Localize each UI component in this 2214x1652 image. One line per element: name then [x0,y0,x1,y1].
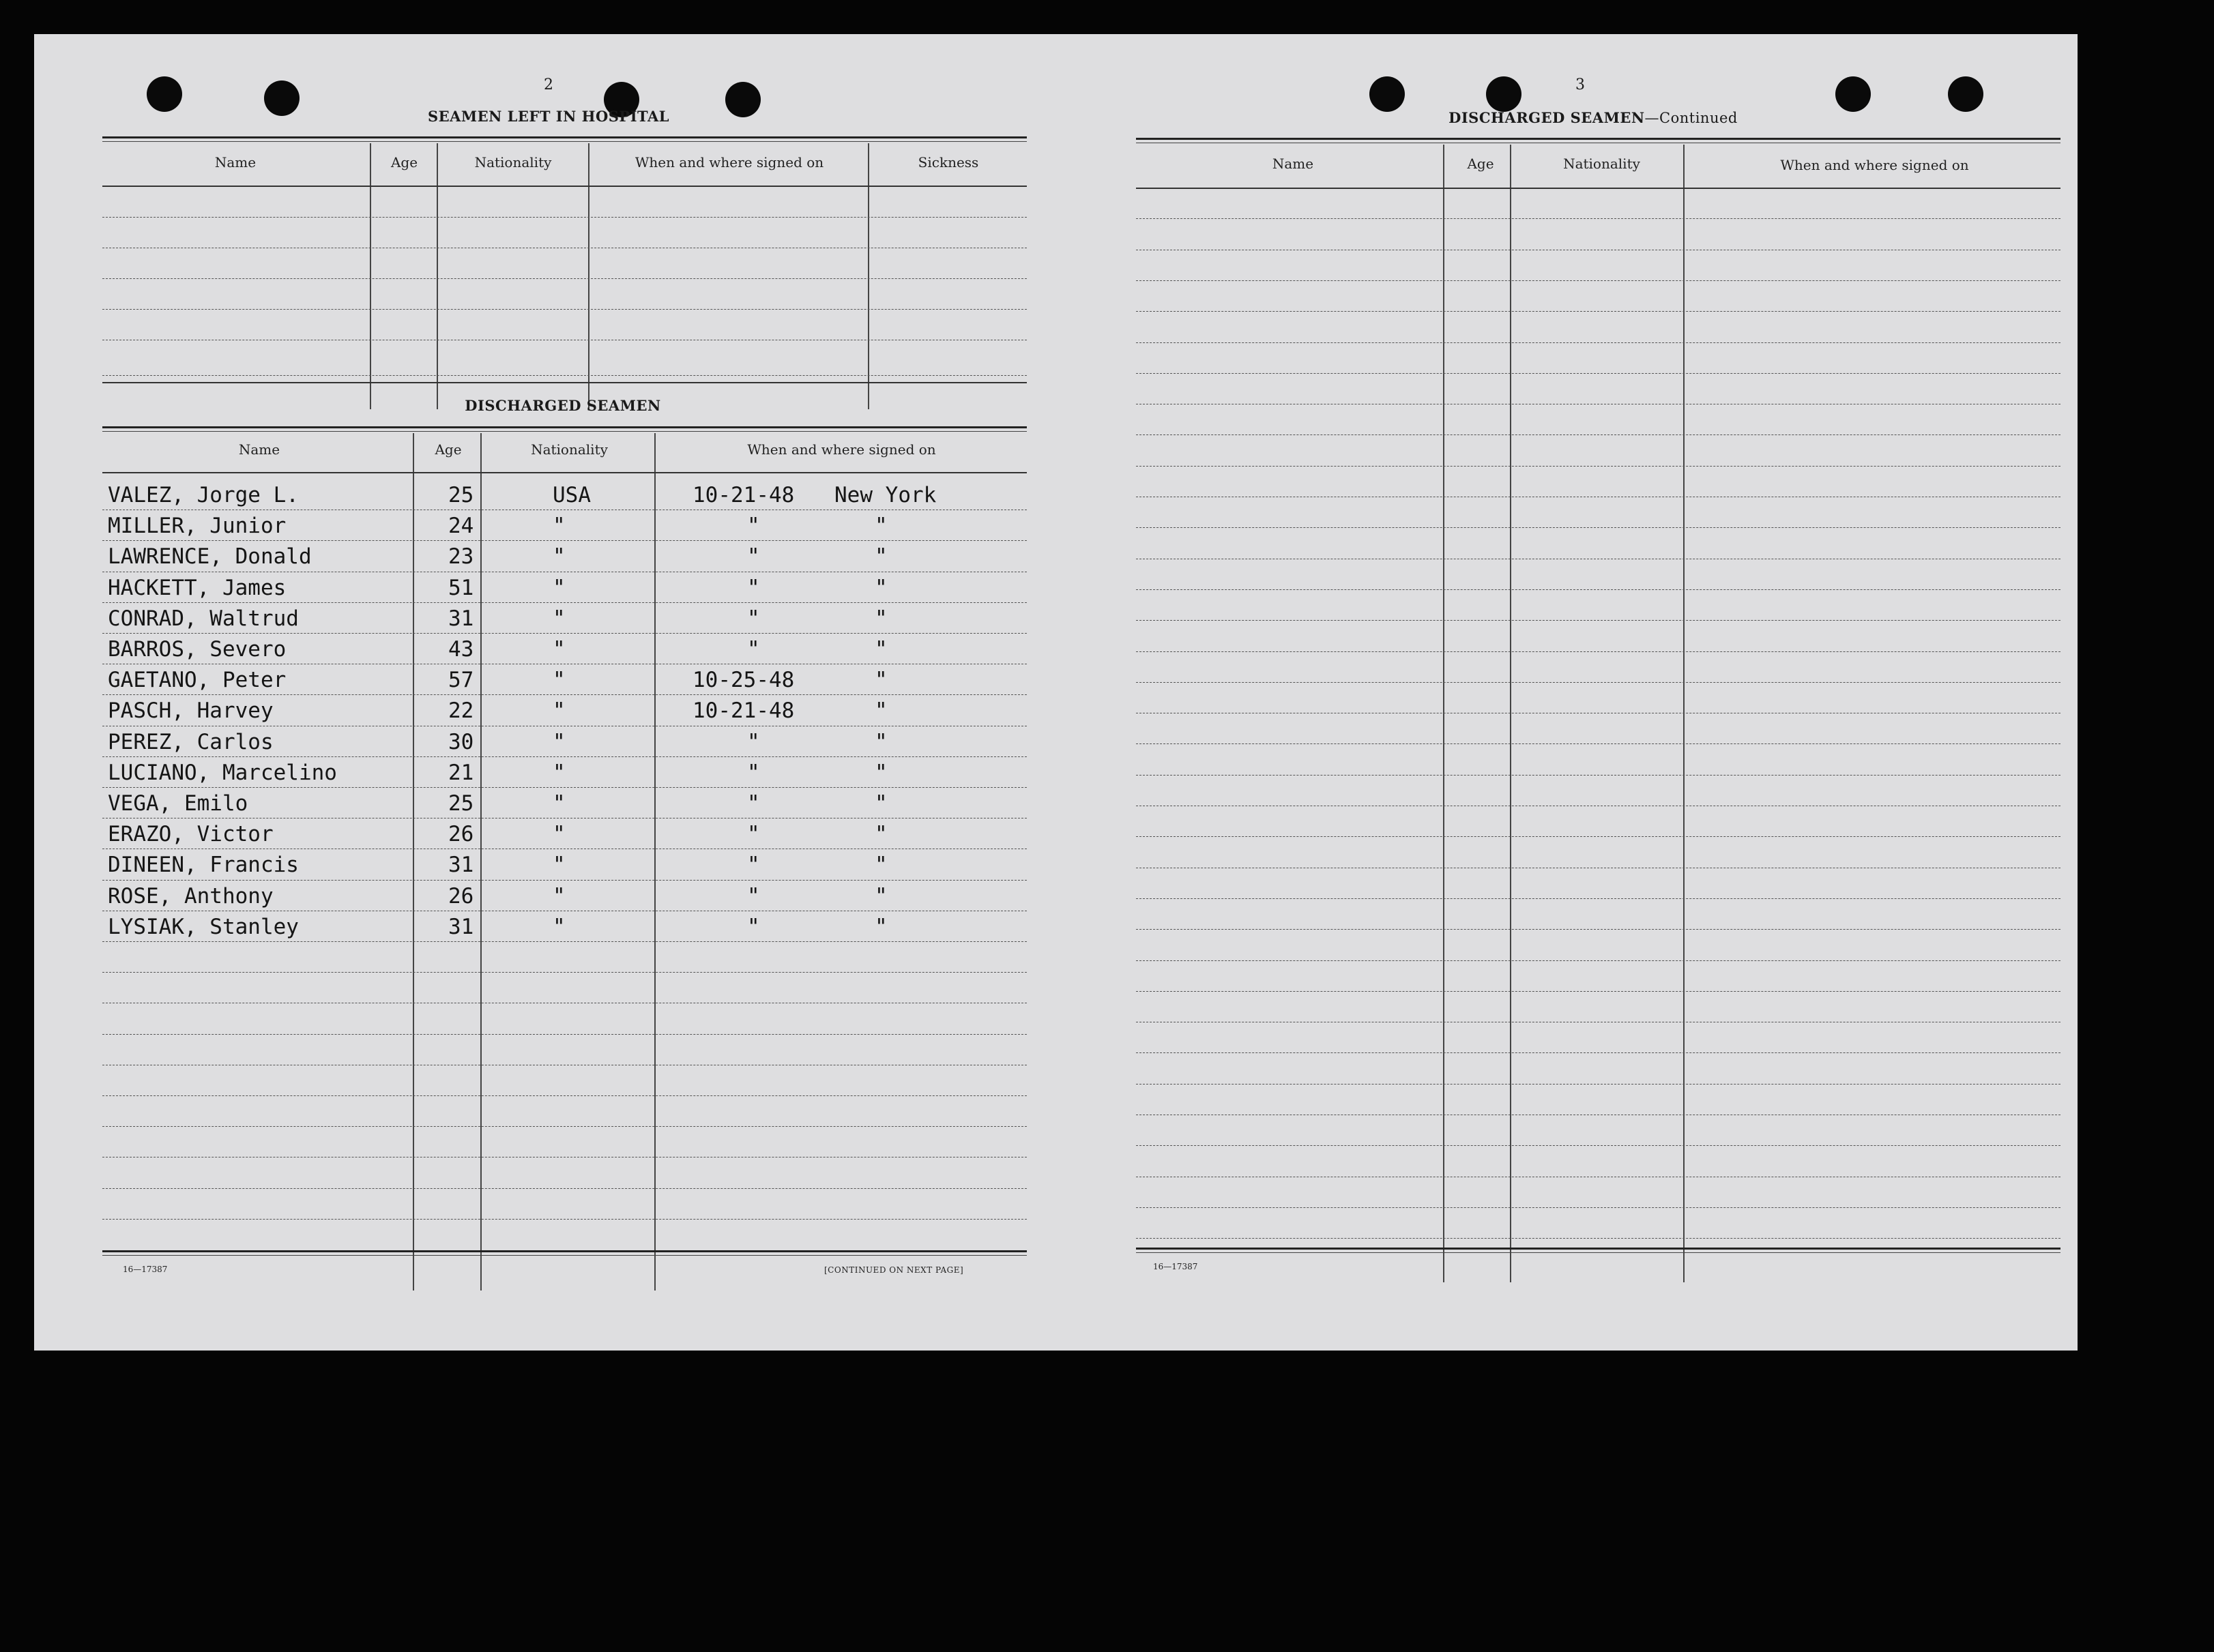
seaman-age: 31 [448,853,474,877]
seaman-nationality: USA [553,483,591,507]
seaman-name: BARROS, Severo [108,637,287,662]
punch-hole-icon [1835,76,1871,112]
seaman-signed-date: " [747,884,760,909]
discharged-col-signed-on: When and where signed on [747,441,936,458]
discharged-col-name: Name [238,441,280,458]
seaman-name: GAETANO, Peter [108,668,287,692]
seaman-name: VALEZ, Jorge L. [108,483,299,507]
right-row-line [1136,1207,2060,1208]
discharged-row-line [102,941,1027,942]
discharged-row-line [102,602,1027,603]
seaman-age: 24 [448,514,474,538]
hospital-col-age: Age [390,154,418,171]
right-row-line [1136,589,2060,590]
discharged-row-line [102,633,1027,634]
page-number-left: 2 [544,76,553,93]
discharged-row-line [102,787,1027,788]
seaman-signed-date: 10-21-48 [693,483,795,507]
seaman-age: 57 [448,668,474,692]
seaman-signed-date: 10-21-48 [693,698,795,723]
seaman-name: ERAZO, Victor [108,822,274,846]
seaman-nationality: " [553,791,566,816]
seaman-nationality: " [553,915,566,939]
right-row-line [1136,620,2060,621]
seaman-signed-date: " [747,915,760,939]
hospital-bottom-rule [102,382,1027,383]
seaman-signed-place: " [875,791,888,816]
hospital-row-line [102,309,1027,310]
discharged-col-nationality: Nationality [531,441,608,458]
right-divider [1443,145,1444,1282]
right-row-line [1136,280,2060,281]
seaman-signed-place: " [875,730,888,754]
right-col-name: Name [1272,156,1314,172]
seaman-name: PASCH, Harvey [108,698,274,723]
right-row-line [1136,527,2060,528]
seaman-name: ROSE, Anthony [108,884,274,909]
punch-hole-icon [1369,76,1405,112]
hospital-divider [588,143,589,409]
right-row-line [1136,991,2060,992]
hospital-header-rule [102,186,1027,187]
hospital-col-name: Name [214,154,257,171]
seaman-signed-date: " [747,606,760,631]
seaman-signed-place: " [875,606,888,631]
discharged-row-line [102,880,1027,881]
discharged-col-age: Age [435,441,462,458]
seaman-signed-place: " [875,544,888,569]
punch-hole-icon [725,82,761,117]
seaman-age: 43 [448,637,474,662]
hospital-row-line [102,375,1027,376]
seaman-name: LAWRENCE, Donald [108,544,312,569]
punch-hole-icon [1948,76,1983,112]
seaman-age: 21 [448,761,474,785]
manifest-sheet [34,34,2078,1351]
discharged-row-line [102,756,1027,757]
right-section-title [1371,109,1815,126]
discharged-row-line [102,1126,1027,1127]
hospital-divider [370,143,371,409]
right-row-line [1136,373,2060,374]
right-bottom-rule [1136,1248,2060,1250]
discharged-section-title: DISCHARGED SEAMEN [465,397,661,414]
right-col-signed-on: When and where signed on [1780,157,1969,173]
right-row-line [1136,434,2060,435]
hospital-top-rule [102,136,1027,138]
seaman-nationality: " [553,637,566,662]
continued-note: [CONTINUED ON NEXT PAGE] [824,1265,964,1275]
discharged-row-line [102,1219,1027,1220]
discharged-top-rule [102,426,1027,428]
hospital-col-nationality: Nationality [474,154,552,171]
discharged-row-line [102,1095,1027,1096]
right-row-line [1136,836,2060,837]
seaman-signed-place: New York [834,483,937,507]
seaman-signed-place: " [875,698,888,723]
discharged-row-line [102,540,1027,541]
punch-hole-icon [1486,76,1521,112]
right-row-line [1136,898,2060,899]
seaman-name: CONRAD, Waltrud [108,606,299,631]
seaman-signed-place: " [875,576,888,600]
discharged-header-rule [102,472,1027,473]
right-row-line [1136,743,2060,744]
discharged-row-line [102,1034,1027,1035]
hospital-divider [437,143,438,409]
seaman-nationality: " [553,822,566,846]
right-row-line [1136,775,2060,776]
right-row-line [1136,651,2060,652]
right-row-line [1136,218,2060,219]
right-row-line [1136,311,2060,312]
seaman-age: 26 [448,822,474,846]
discharged-divider [480,433,482,1290]
seaman-signed-date: " [747,822,760,846]
right-row-line [1136,1238,2060,1239]
seaman-signed-date: " [747,791,760,816]
right-row-line [1136,929,2060,930]
right-title-main: DISCHARGED SEAMEN [1448,109,1645,126]
punch-hole-icon [147,76,182,112]
discharged-bottom-rule [102,1250,1027,1252]
seaman-name: VEGA, Emilo [108,791,248,816]
right-row-line [1136,1145,2060,1146]
seaman-signed-date: " [747,730,760,754]
seaman-signed-place: " [875,637,888,662]
seaman-age: 51 [448,576,474,600]
seaman-age: 30 [448,730,474,754]
right-top-rule [1136,138,2060,140]
seaman-name: LUCIANO, Marcelino [108,761,337,785]
seaman-signed-place: " [875,668,888,692]
discharged-divider [413,433,414,1290]
seaman-signed-date: " [747,637,760,662]
seaman-signed-place: " [875,915,888,939]
seaman-age: 31 [448,915,474,939]
seaman-signed-date: " [747,853,760,877]
seaman-signed-date: " [747,761,760,785]
discharged-row-line [102,694,1027,695]
form-number-left: 16—17387 [123,1265,168,1274]
discharged-row-line [102,972,1027,973]
right-header-rule [1136,188,2060,189]
seaman-age: 25 [448,483,474,507]
seaman-nationality: " [553,884,566,909]
right-row-line [1136,1052,2060,1053]
right-row-line [1136,682,2060,683]
discharged-divider [654,433,656,1290]
right-divider [1510,145,1511,1282]
seaman-name: PEREZ, Carlos [108,730,274,754]
seaman-age: 26 [448,884,474,909]
seaman-signed-date: 10-25-48 [693,668,795,692]
seaman-age: 25 [448,791,474,816]
seaman-name: DINEEN, Francis [108,853,299,877]
seaman-signed-date: " [747,514,760,538]
seaman-nationality: " [553,606,566,631]
seaman-name: MILLER, Junior [108,514,287,538]
seaman-age: 23 [448,544,474,569]
hospital-row-line [102,217,1027,218]
seaman-name: HACKETT, James [108,576,287,600]
form-number-right: 16—17387 [1153,1262,1198,1271]
seaman-nationality: " [553,544,566,569]
seaman-nationality: " [553,853,566,877]
hospital-col-signed-on: When and where signed on [635,154,824,171]
hospital-row-line [102,278,1027,279]
punch-hole-icon [264,80,300,116]
right-row-line [1136,342,2060,343]
seaman-age: 31 [448,606,474,631]
page-number-right: 3 [1575,76,1585,93]
hospital-divider [868,143,869,409]
right-col-nationality: Nationality [1563,156,1640,172]
seaman-nationality: " [553,698,566,723]
seaman-signed-date: " [747,544,760,569]
right-col-age: Age [1467,156,1494,172]
seaman-signed-place: " [875,853,888,877]
right-row-line [1136,960,2060,961]
seaman-name: LYSIAK, Stanley [108,915,299,939]
seaman-signed-date: " [747,576,760,600]
seaman-signed-place: " [875,884,888,909]
right-title-continued: —Continued [1644,110,1738,126]
seaman-nationality: " [553,761,566,785]
seaman-nationality: " [553,514,566,538]
seaman-nationality: " [553,730,566,754]
right-row-line [1136,1084,2060,1085]
seaman-signed-place: " [875,514,888,538]
hospital-section-title: SEAMEN LEFT IN HOSPITAL [427,108,670,125]
seaman-nationality: " [553,576,566,600]
seaman-nationality: " [553,668,566,692]
seaman-signed-place: " [875,761,888,785]
right-row-line [1136,466,2060,467]
discharged-row-line [102,1188,1027,1189]
hospital-col-sickness: Sickness [918,154,979,171]
right-divider [1683,145,1685,1282]
seaman-age: 22 [448,698,474,723]
seaman-signed-place: " [875,822,888,846]
